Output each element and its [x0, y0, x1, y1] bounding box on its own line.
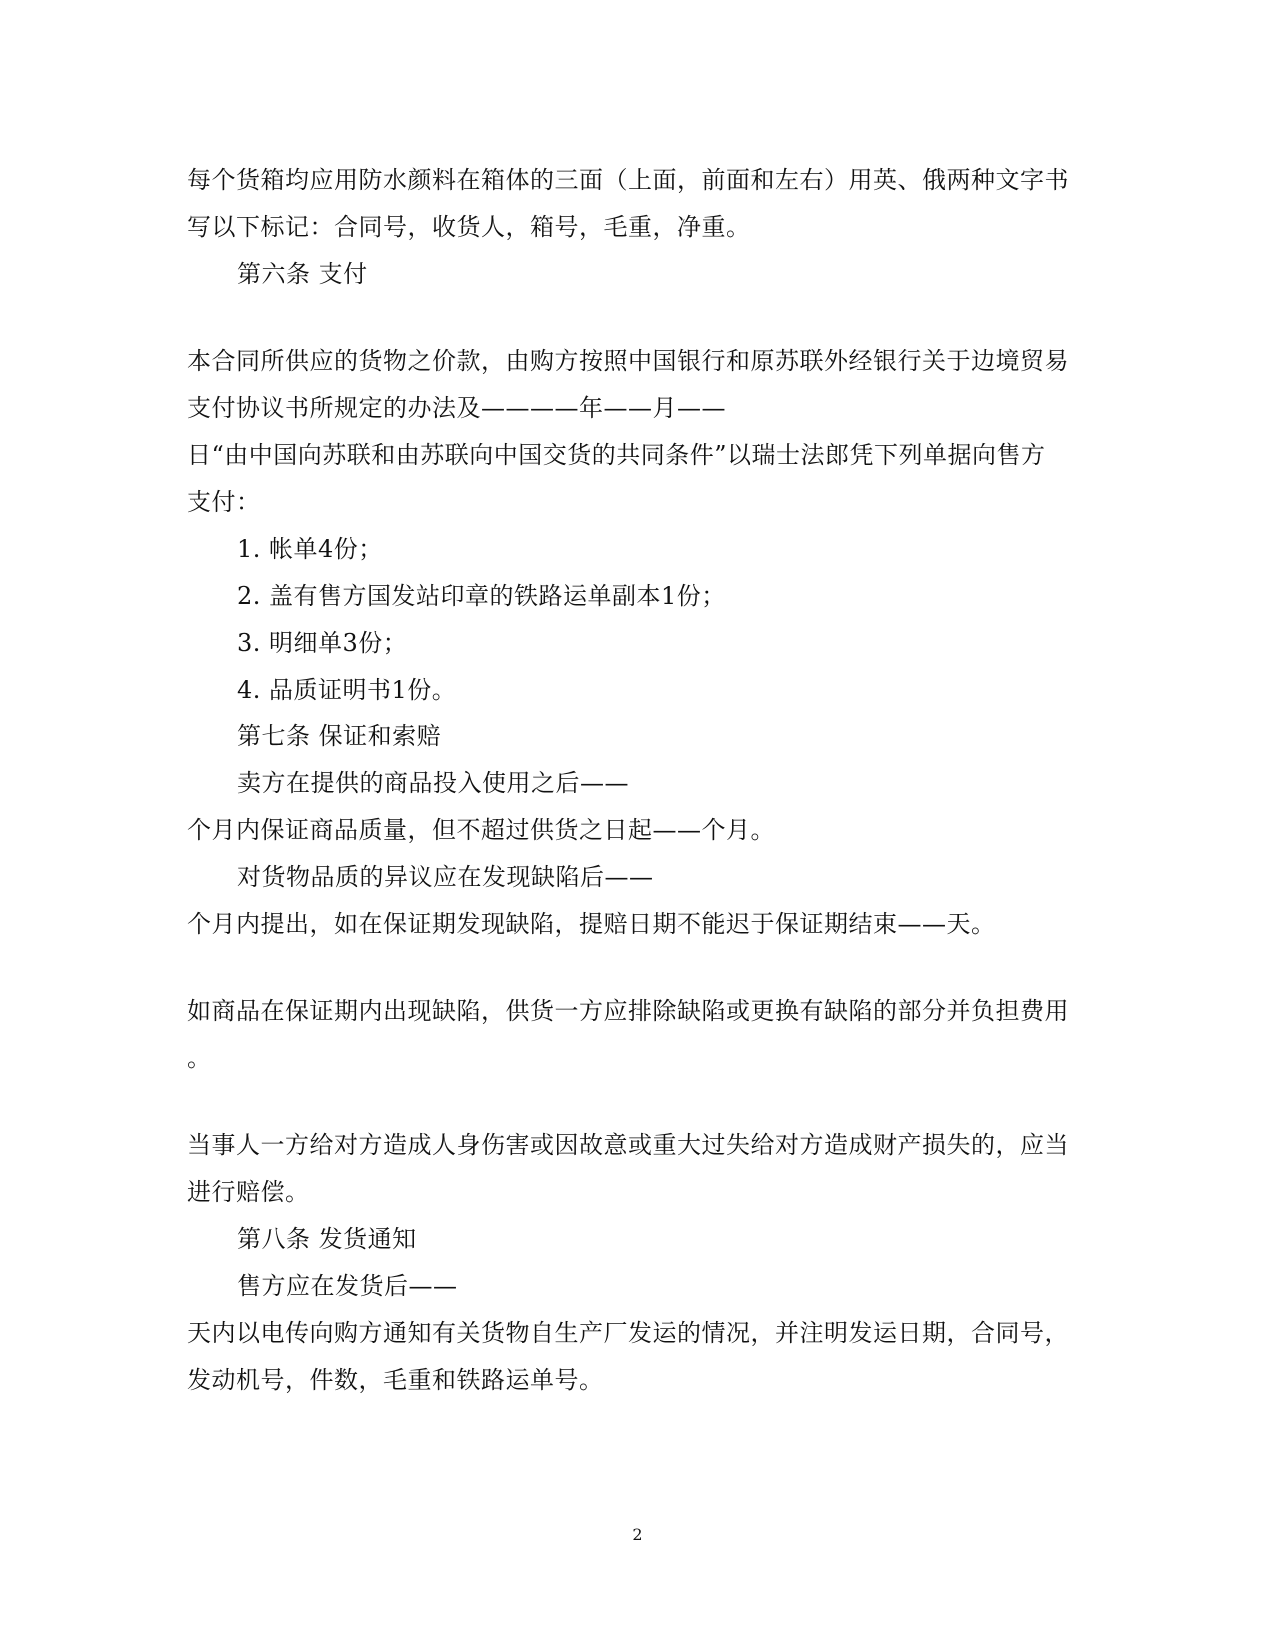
list-item: 2. 盖有售方国发站印章的铁路运单副本1份；	[237, 582, 726, 610]
page-number: 2	[632, 1525, 643, 1544]
text-line: 卖方在提供的商品投入使用之后——	[237, 769, 629, 797]
section-heading: 第七条 保证和索赔	[237, 722, 442, 750]
list-item: 3. 明细单3份；	[237, 629, 408, 657]
text-line: 。	[187, 1044, 212, 1072]
text-line: 本合同所供应的货物之价款，由购方按照中国银行和原苏联外经银行关于边境贸易	[187, 347, 1069, 375]
text-line: 日“由中国向苏联和由苏联向中国交货的共同条件”以瑞士法郎凭下列单据向售方	[187, 441, 1046, 469]
text-line: 每个货箱均应用防水颜料在箱体的三面（上面，前面和左右）用英、俄两种文字书	[187, 166, 1069, 194]
text-line: 个月内保证商品质量，但不超过供货之日起——个月。	[187, 816, 775, 844]
text-line: 售方应在发货后——	[237, 1272, 458, 1300]
text-line: 对货物品质的异议应在发现缺陷后——	[237, 863, 654, 891]
text-line: 如商品在保证期内出现缺陷，供货一方应排除缺陷或更换有缺陷的部分并负担费用	[187, 997, 1069, 1025]
text-line: 写以下标记：合同号，收货人，箱号，毛重，净重。	[187, 213, 751, 241]
section-heading: 第六条 支付	[237, 260, 368, 288]
text-line: 当事人一方给对方造成人身伤害或因故意或重大过失给对方造成财产损失的，应当	[187, 1131, 1069, 1159]
text-line: 进行赔偿。	[187, 1178, 310, 1206]
text-line: 发动机号，件数，毛重和铁路运单号。	[187, 1366, 604, 1394]
list-item: 4. 品质证明书1份。	[237, 676, 457, 704]
section-heading: 第八条 发货通知	[237, 1225, 417, 1253]
text-line: 天内以电传向购方通知有关货物自生产厂发运的情况，并注明发运日期，合同号，	[187, 1319, 1069, 1347]
text-line: 个月内提出，如在保证期发现缺陷，提赔日期不能迟于保证期结束——天。	[187, 910, 996, 938]
text-line: 支付：	[187, 488, 261, 516]
list-item: 1. 帐单4份；	[237, 535, 383, 563]
text-line: 支付协议书所规定的办法及————年——月——	[187, 394, 726, 422]
